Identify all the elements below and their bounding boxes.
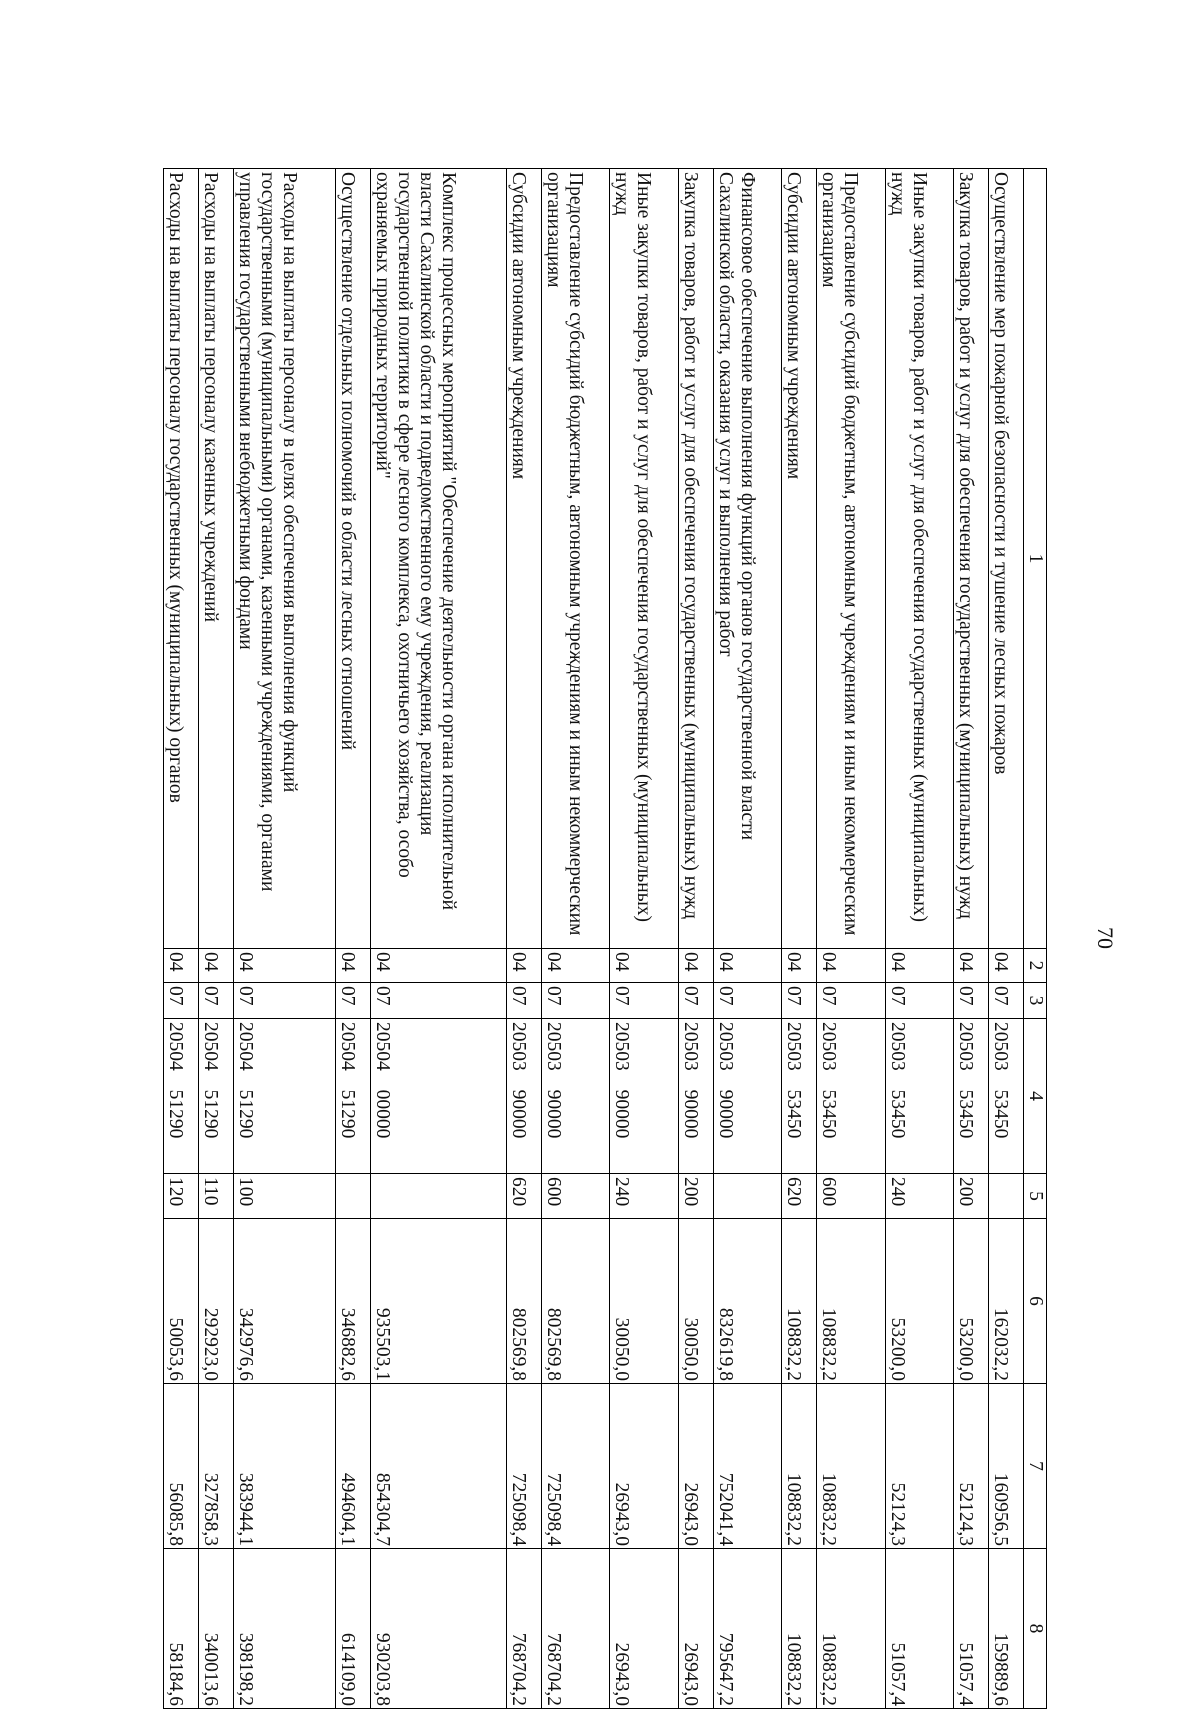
- amount-col-7: 26943,0: [678, 1384, 713, 1549]
- row-name: Расходы на выплаты персоналу казенных учреждений: [199, 169, 234, 949]
- section-code: 04: [164, 949, 199, 983]
- subsection-code: 07: [989, 983, 1024, 1019]
- row-name: Иные закупки товаров, работ и услуг для обеспечения государственных (муниципальных) нужд: [885, 169, 953, 949]
- section-code: 04: [199, 949, 234, 983]
- page-number: 70: [1093, 927, 1118, 949]
- amount-col-6: 53200,0: [885, 1219, 953, 1384]
- amount-col-7: 52124,3: [954, 1384, 989, 1549]
- section-code: 04: [782, 949, 817, 983]
- target-article-code: 20503 53450: [954, 1019, 989, 1174]
- column-header-8: 8: [1024, 1549, 1047, 1709]
- expense-type-code: 100: [234, 1174, 336, 1219]
- expense-type-code: 620: [782, 1174, 817, 1219]
- expense-type-code: [989, 1174, 1024, 1219]
- subsection-code: 07: [713, 983, 781, 1019]
- target-article-code: 20503 90000: [541, 1019, 609, 1174]
- subsection-code: 07: [782, 983, 817, 1019]
- section-code: 04: [371, 949, 506, 983]
- amount-col-8: 159889,6: [989, 1549, 1024, 1709]
- target-article-code: 20503 90000: [506, 1019, 541, 1174]
- table-row: [234, 169, 336, 1709]
- expense-type-code: [713, 1174, 781, 1219]
- subsection-code: 07: [234, 983, 336, 1019]
- table-row: [713, 169, 781, 1709]
- amount-col-7: 327858,3: [199, 1384, 234, 1549]
- amount-col-8: 108832,2: [817, 1549, 885, 1709]
- amount-col-8: 795647,2: [713, 1549, 781, 1709]
- row-name: Финансовое обеспечение выполнения функций органов государственной власти Сахалинской области, оказания услуг и выполнения работ: [713, 169, 781, 949]
- subsection-code: 07: [954, 983, 989, 1019]
- column-header-4: 4: [1024, 1019, 1047, 1174]
- amount-col-7: 854304,7: [371, 1384, 506, 1549]
- row-name: Осуществление отдельных полномочий в области лесных отношений: [336, 169, 371, 949]
- section-code: 04: [541, 949, 609, 983]
- row-name: Расходы на выплаты персоналу в целях обеспечения выполнения функций государственными (муниципальными) органами, казенными учреждениями, органами управления государственными внебюджетными фондами: [234, 169, 336, 949]
- section-code: 04: [989, 949, 1024, 983]
- amount-col-8: 51057,4: [954, 1549, 989, 1709]
- subsection-code: 07: [885, 983, 953, 1019]
- subsection-code: 07: [336, 983, 371, 1019]
- subsection-code: 07: [371, 983, 506, 1019]
- target-article-code: 20503 90000: [610, 1019, 678, 1174]
- amount-col-6: 108832,2: [782, 1219, 817, 1384]
- expense-type-code: 240: [885, 1174, 953, 1219]
- column-header-5: 5: [1024, 1174, 1047, 1219]
- row-name: Комплекс процессных мероприятий "Обеспечение деятельности органа исполнительной власти Сахалинской области и подведомственного ему учреждения, реализация государственной политики в сфере лесного комплекса, охотничьего хозяйства, особо охраняемых природных территорий": [371, 169, 506, 949]
- table-row: [371, 169, 506, 1709]
- section-code: 04: [610, 949, 678, 983]
- column-header-6: 6: [1024, 1219, 1047, 1384]
- amount-col-6: 802569,8: [541, 1219, 609, 1384]
- table-row: [164, 169, 199, 1709]
- column-header-7: 7: [1024, 1384, 1047, 1549]
- subsection-code: 07: [164, 983, 199, 1019]
- target-article-code: 20504 51290: [164, 1019, 199, 1174]
- expense-type-code: [336, 1174, 371, 1219]
- row-name: Иные закупки товаров, работ и услуг для обеспечения государственных (муниципальных) нужд: [610, 169, 678, 949]
- amount-col-8: 26943,0: [678, 1549, 713, 1709]
- amount-col-7: 160956,5: [989, 1384, 1024, 1549]
- target-article-code: 20503 90000: [678, 1019, 713, 1174]
- row-name: Предоставление субсидий бюджетным, автономным учреждениям и иным некоммерческим организациям: [817, 169, 885, 949]
- amount-col-8: 930203,8: [371, 1549, 506, 1709]
- section-code: 04: [678, 949, 713, 983]
- target-article-code: 20503 53450: [885, 1019, 953, 1174]
- expense-type-code: [371, 1174, 506, 1219]
- table-row: [989, 169, 1024, 1709]
- target-article-code: 20504 51290: [234, 1019, 336, 1174]
- target-article-code: 20503 90000: [713, 1019, 781, 1174]
- amount-col-8: 768704,2: [541, 1549, 609, 1709]
- table-row: [506, 169, 541, 1709]
- target-article-code: 20503 53450: [989, 1019, 1024, 1174]
- section-code: 04: [713, 949, 781, 983]
- table-row: [336, 169, 371, 1709]
- amount-col-6: 30050,0: [678, 1219, 713, 1384]
- amount-col-7: 52124,3: [885, 1384, 953, 1549]
- amount-col-6: 292923,0: [199, 1219, 234, 1384]
- expense-type-code: 120: [164, 1174, 199, 1219]
- amount-col-6: 346882,6: [336, 1219, 371, 1384]
- amount-col-6: 30050,0: [610, 1219, 678, 1384]
- budget-table: [163, 168, 1047, 1709]
- amount-col-6: 162032,2: [989, 1219, 1024, 1384]
- column-header-1: 1: [1024, 169, 1047, 949]
- amount-col-6: 802569,8: [506, 1219, 541, 1384]
- section-code: 04: [506, 949, 541, 983]
- expense-type-code: 600: [817, 1174, 885, 1219]
- amount-col-6: 342976,6: [234, 1219, 336, 1384]
- row-name: Закупка товаров, работ и услуг для обеспечения государственных (муниципальных) нужд: [678, 169, 713, 949]
- subsection-code: 07: [506, 983, 541, 1019]
- amount-col-7: 494604,1: [336, 1384, 371, 1549]
- amount-col-8: 26943,0: [610, 1549, 678, 1709]
- table-row: [817, 169, 885, 1709]
- column-header-2: 2: [1024, 949, 1047, 983]
- table-body: [164, 169, 1024, 1709]
- amount-col-6: 50053,6: [164, 1219, 199, 1384]
- target-article-code: 20503 53450: [782, 1019, 817, 1174]
- amount-col-6: 53200,0: [954, 1219, 989, 1384]
- amount-col-8: 768704,2: [506, 1549, 541, 1709]
- amount-col-8: 340013,6: [199, 1549, 234, 1709]
- amount-col-7: 725098,4: [506, 1384, 541, 1549]
- expense-type-code: 200: [954, 1174, 989, 1219]
- target-article-code: 20504 51290: [199, 1019, 234, 1174]
- subsection-code: 07: [610, 983, 678, 1019]
- table-row: [885, 169, 953, 1709]
- expense-type-code: 600: [541, 1174, 609, 1219]
- amount-col-7: 56085,8: [164, 1384, 199, 1549]
- target-article-code: 20503 53450: [817, 1019, 885, 1174]
- section-code: 04: [817, 949, 885, 983]
- amount-col-7: 752041,4: [713, 1384, 781, 1549]
- amount-col-6: 935503,1: [371, 1219, 506, 1384]
- amount-col-6: 832619,8: [713, 1219, 781, 1384]
- column-header-3: 3: [1024, 983, 1047, 1019]
- table-row: [541, 169, 609, 1709]
- section-code: 04: [885, 949, 953, 983]
- amount-col-8: 58184,6: [164, 1549, 199, 1709]
- target-article-code: 20504 00000: [371, 1019, 506, 1174]
- row-name: Закупка товаров, работ и услуг для обеспечения государственных (муниципальных) нужд: [954, 169, 989, 949]
- section-code: 04: [336, 949, 371, 983]
- amount-col-6: 108832,2: [817, 1219, 885, 1384]
- amount-col-7: 725098,4: [541, 1384, 609, 1549]
- expense-type-code: 620: [506, 1174, 541, 1219]
- amount-col-8: 108832,2: [782, 1549, 817, 1709]
- table-row: [782, 169, 817, 1709]
- amount-col-8: 614109,0: [336, 1549, 371, 1709]
- target-article-code: 20504 51290: [336, 1019, 371, 1174]
- table-header-row: [1024, 169, 1047, 1709]
- row-name: Расходы на выплаты персоналу государственных (муниципальных) органов: [164, 169, 199, 949]
- amount-col-7: 108832,2: [817, 1384, 885, 1549]
- subsection-code: 07: [541, 983, 609, 1019]
- subsection-code: 07: [678, 983, 713, 1019]
- rotated-page: [163, 168, 1047, 1708]
- section-code: 04: [234, 949, 336, 983]
- row-name: Осуществление мер пожарной безопасности и тушение лесных пожаров: [989, 169, 1024, 949]
- table-row: [610, 169, 678, 1709]
- amount-col-7: 108832,2: [782, 1384, 817, 1549]
- amount-col-8: 51057,4: [885, 1549, 953, 1709]
- row-name: Предоставление субсидий бюджетным, автономным учреждениям и иным некоммерческим организациям: [541, 169, 609, 949]
- amount-col-8: 398198,2: [234, 1549, 336, 1709]
- amount-col-7: 383944,1: [234, 1384, 336, 1549]
- table-row: [954, 169, 989, 1709]
- subsection-code: 07: [817, 983, 885, 1019]
- row-name: Субсидии автономным учреждениям: [506, 169, 541, 949]
- row-name: Субсидии автономным учреждениям: [782, 169, 817, 949]
- subsection-code: 07: [199, 983, 234, 1019]
- section-code: 04: [954, 949, 989, 983]
- expense-type-code: 200: [678, 1174, 713, 1219]
- table-row: [678, 169, 713, 1709]
- amount-col-7: 26943,0: [610, 1384, 678, 1549]
- expense-type-code: 110: [199, 1174, 234, 1219]
- table-row: [199, 169, 234, 1709]
- expense-type-code: 240: [610, 1174, 678, 1219]
